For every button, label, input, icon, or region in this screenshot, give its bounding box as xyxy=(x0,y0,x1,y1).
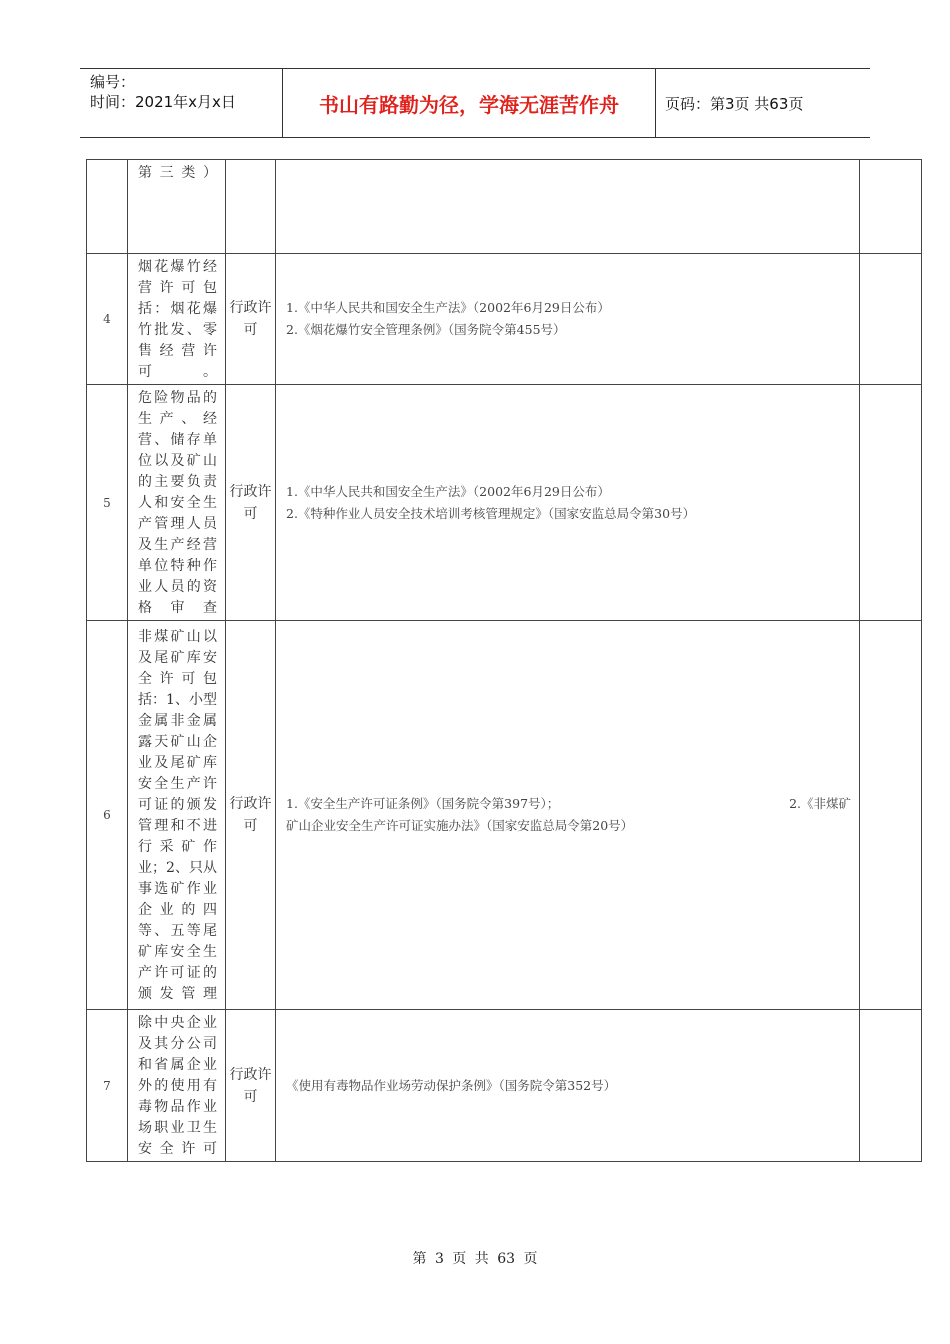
remarks-cell xyxy=(860,385,922,621)
legal-basis xyxy=(276,621,860,1010)
legal-basis xyxy=(276,160,860,254)
item-name: 危险物品的生产、经营、储存单位以及矿山的主要负责人和安全生产管理人员及生产经营单位特种作业人员的资格审查 xyxy=(128,385,226,621)
item-name: 烟花爆竹经营许可包括：烟花爆竹批发、零售经营许可。 xyxy=(128,254,226,385)
legal-basis xyxy=(276,1010,860,1162)
item-type xyxy=(226,160,276,254)
law-reference: 1.《中华人民共和国安全生产法》（2002年6月29日公布） xyxy=(286,300,610,315)
row-number: 7 xyxy=(87,1010,128,1162)
header-meta xyxy=(80,69,282,137)
law-reference: 2.《非煤矿 xyxy=(789,796,851,811)
item-name: 非煤矿山以及尾矿库安全许可包括：1、小型金属非金属露天矿山企业及尾矿库安全生产许可证的颁发管理和不进行采矿作业；2、只从事选矿作业企业的四等、五等尾矿库安全生产许可证的颁发管理 xyxy=(128,621,226,1010)
remarks-cell xyxy=(860,254,922,385)
page-footer: 第 3 页 共 63 页 xyxy=(412,1251,538,1267)
permit-table xyxy=(86,159,922,1162)
remarks-cell xyxy=(860,160,922,254)
row-number xyxy=(87,160,128,254)
table-row xyxy=(87,385,922,621)
item-name: 第三类） xyxy=(128,160,226,254)
law-reference: 矿山企业安全生产许可证实施办法》（国家安监总局令第20号） xyxy=(286,818,634,833)
legal-basis xyxy=(276,385,860,621)
remarks-cell xyxy=(860,1010,922,1162)
header-motto: 书山有路勤为径，学海无涯苦作舟 xyxy=(282,69,656,137)
table-row xyxy=(87,1010,922,1162)
law-reference: 《使用有毒物品作业场劳动保护条例》（国务院令第352号） xyxy=(286,1077,617,1093)
table-row xyxy=(87,621,922,1010)
item-name: 除中央企业及其分公司和省属企业外的使用有毒物品作业场职业卫生安全许可 xyxy=(128,1010,226,1162)
row-number: 5 xyxy=(87,385,128,621)
document-number-label: 编号： xyxy=(90,73,136,91)
header-page-code: 页码：第3页 共63页 xyxy=(665,94,804,113)
row-number: 6 xyxy=(87,621,128,1010)
table-row xyxy=(87,160,922,254)
item-type: 行政许可 xyxy=(226,621,276,1010)
legal-basis xyxy=(276,254,860,385)
remarks-cell xyxy=(860,621,922,1010)
document-header xyxy=(80,68,870,138)
table-row xyxy=(87,254,922,385)
item-type: 行政许可 xyxy=(226,1010,276,1162)
law-reference: 1.《安全生产许可证条例》（国务院令第397号）； xyxy=(286,796,560,811)
law-reference: 2.《特种作业人员安全技术培训考核管理规定》（国家安监总局令第30号） xyxy=(286,505,696,521)
law-reference: 2.《烟花爆竹安全管理条例》（国务院令第455号） xyxy=(286,322,566,337)
item-type: 行政许可 xyxy=(226,385,276,621)
document-time: 时间：2021年x月x日 xyxy=(90,93,236,111)
item-type: 行政许可 xyxy=(226,254,276,385)
law-reference: 1.《中华人民共和国安全生产法》（2002年6月29日公布） xyxy=(286,483,610,499)
row-number: 4 xyxy=(87,254,128,385)
